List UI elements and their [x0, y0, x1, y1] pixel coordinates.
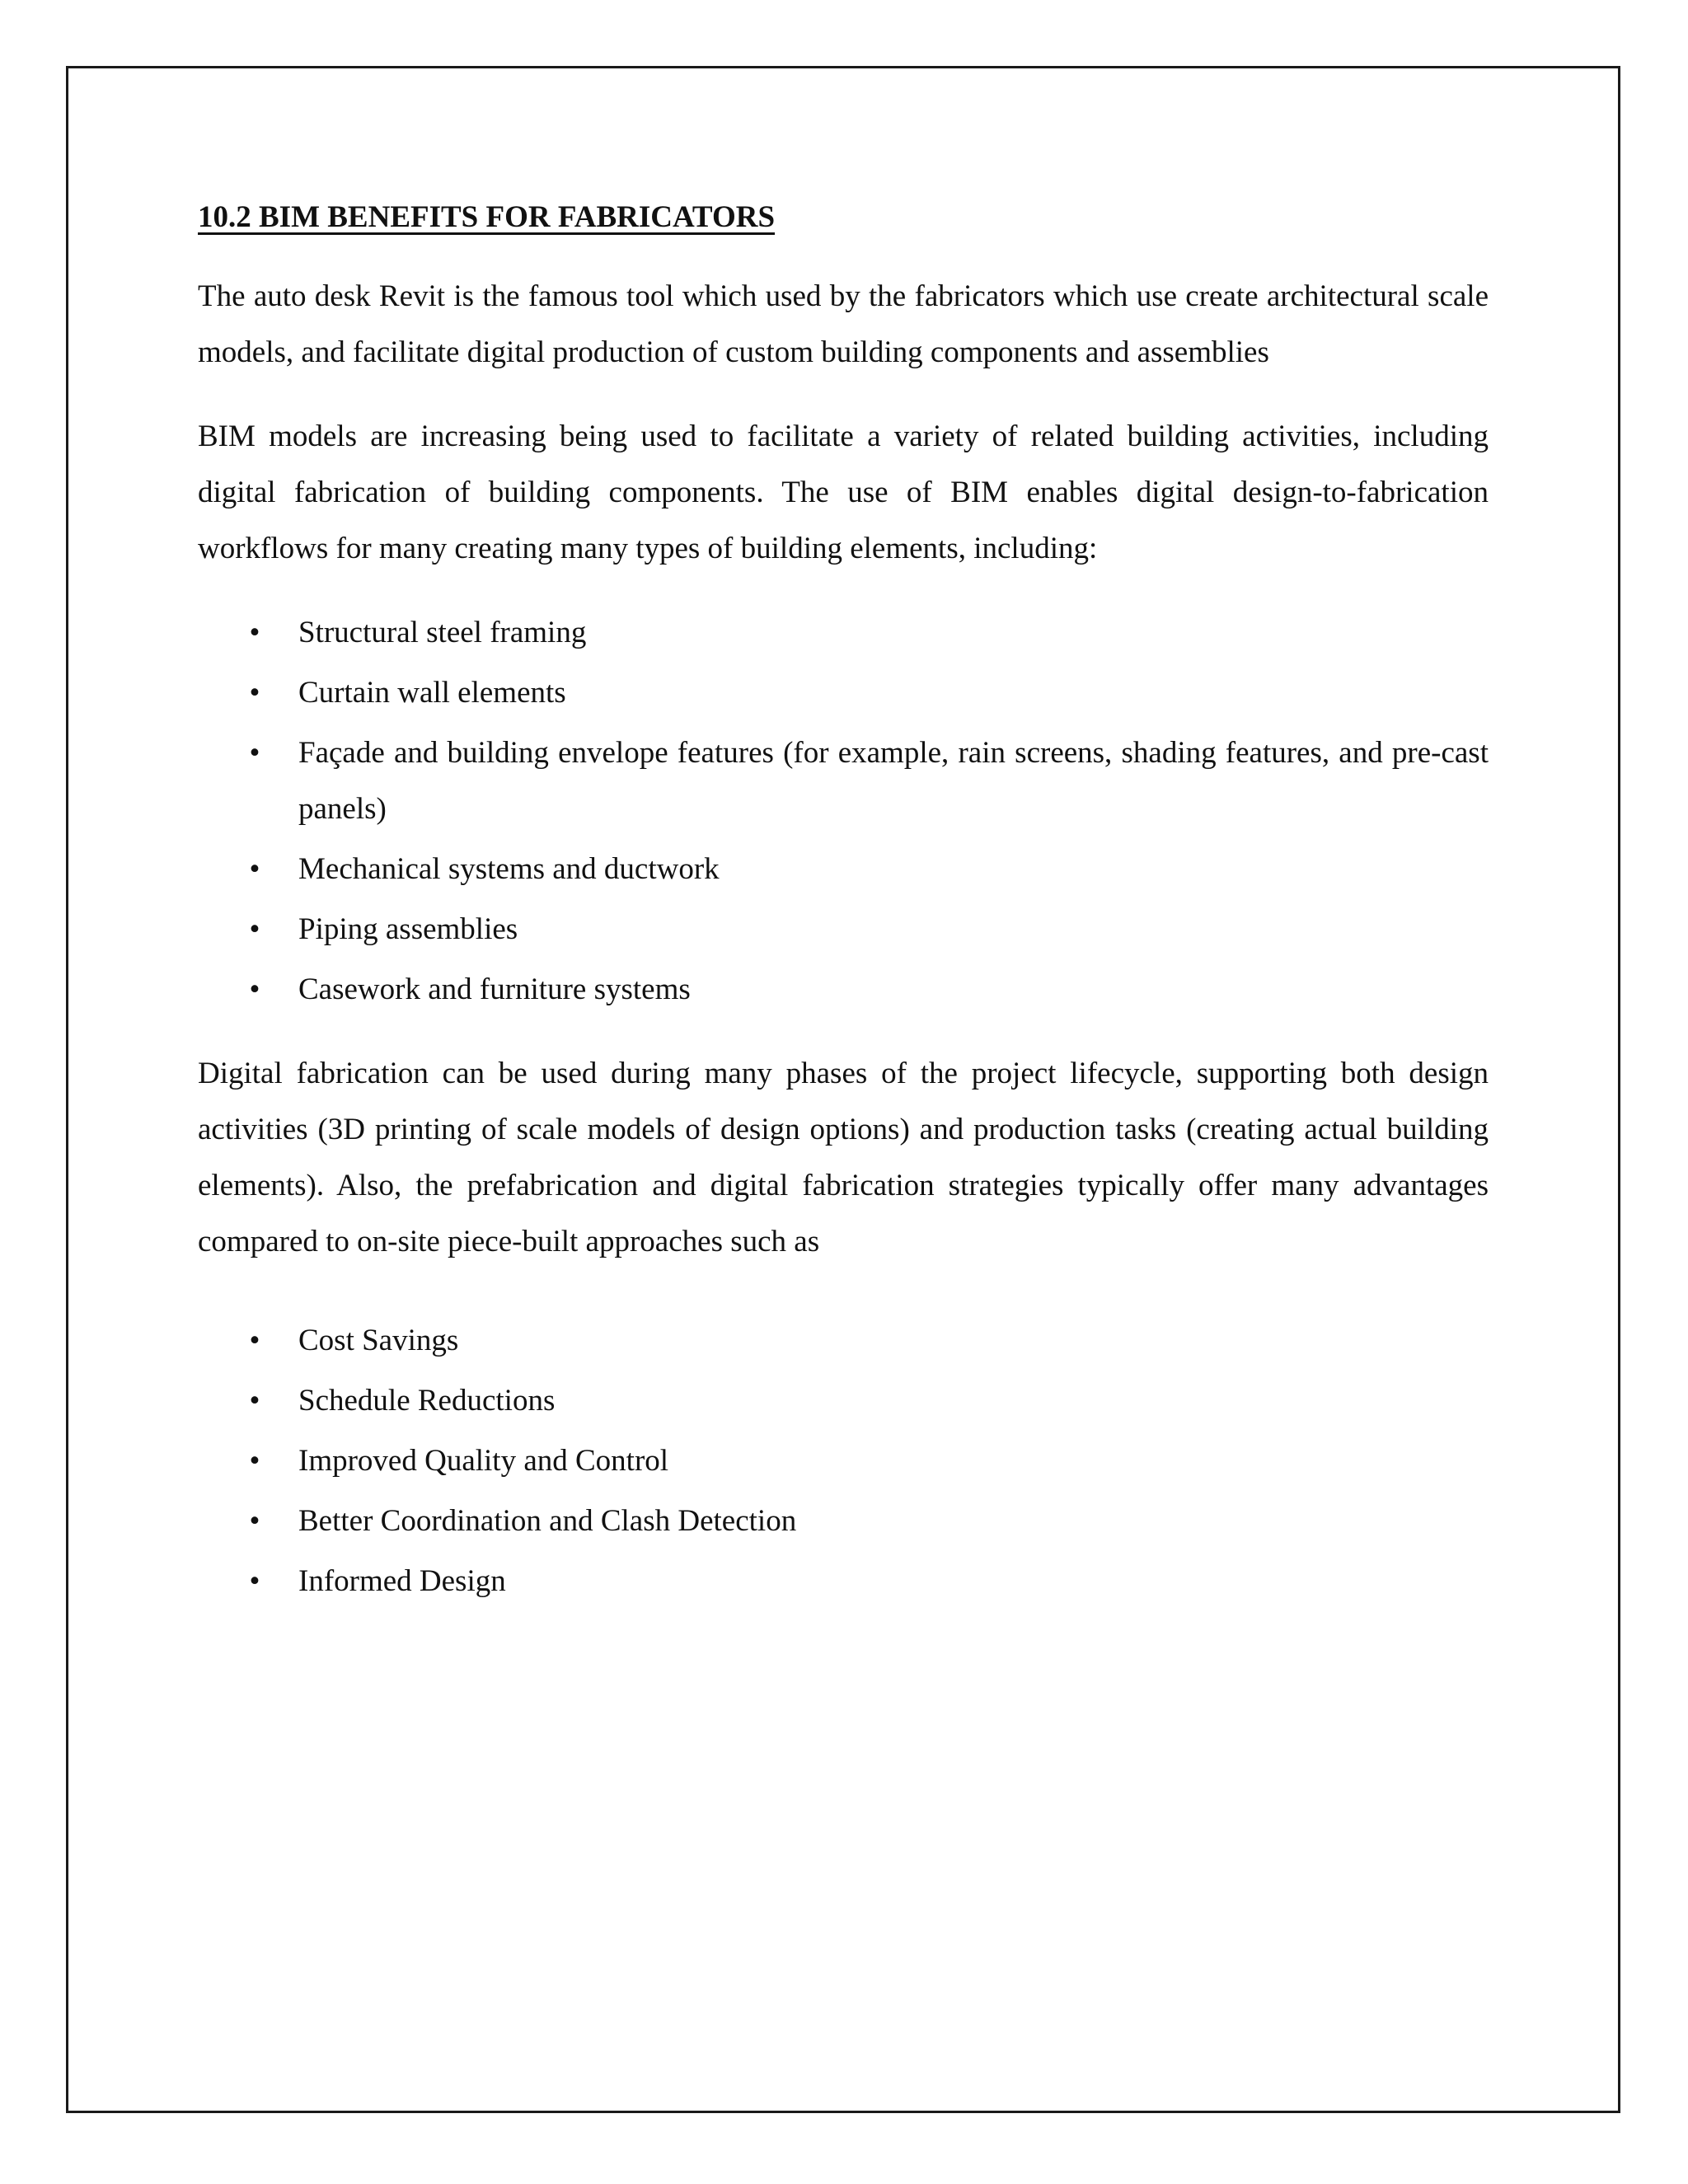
- list-item: [198, 1554, 1489, 1610]
- paragraph-intro: The auto desk Revit is the famous tool which used by the fabricators which use create architectural scale models, and facilitate digital production of custom building components and assemblies: [198, 279, 1489, 369]
- bullet-icon: •: [249, 676, 260, 710]
- bullet-icon: •: [249, 616, 260, 649]
- list-item-text: Cost Savings: [298, 1324, 459, 1357]
- list-item: [198, 962, 1489, 1018]
- bullet-icon: •: [249, 972, 260, 1006]
- list-item-text: Structural steel framing: [298, 616, 587, 649]
- paragraph-digital-fabrication: Digital fabrication can be used during many phases of the project lifecycle, supporting both design activities (3D printing of scale models of design options) and production tasks (creating actual building elements). Also, the prefabrication and digital fabrication strategies typically offer many advantages compared to on-site piece-built approaches such as: [198, 1057, 1489, 1258]
- list-item-text: Improved Quality and Control: [298, 1444, 669, 1478]
- building-elements-list: [198, 605, 1489, 1018]
- list-item-text: Façade and building envelope features (for example, rain screens, shading features, and pre-cast panels): [298, 736, 1489, 826]
- section-heading: 10.2 BIM BENEFITS FOR FABRICATORS: [198, 200, 776, 234]
- list-item: [198, 841, 1489, 898]
- bullet-icon: •: [249, 852, 260, 886]
- bullet-icon: •: [249, 1504, 260, 1538]
- paragraph-bim-models: BIM models are increasing being used to facilitate a variety of related building activities, including digital fabrication of building components. The use of BIM enables digital design-to-fabrication workflows for many creating many types of building elements, including:: [198, 419, 1489, 565]
- bullet-icon: •: [249, 1324, 260, 1357]
- list-item: [198, 665, 1489, 721]
- advantages-list: [198, 1313, 1489, 1610]
- list-item: [198, 605, 1489, 661]
- bullet-icon: •: [249, 1444, 260, 1478]
- bullet-icon: •: [249, 736, 260, 770]
- bullet-icon: •: [249, 1564, 260, 1598]
- list-item: [198, 725, 1489, 837]
- list-item-text: Better Coordination and Clash Detection: [298, 1504, 797, 1538]
- list-item: [198, 1313, 1489, 1369]
- list-item-text: Schedule Reductions: [298, 1384, 556, 1418]
- list-item-text: Casework and furniture systems: [298, 972, 691, 1006]
- list-item: [198, 1373, 1489, 1429]
- list-item-text: Curtain wall elements: [298, 676, 566, 710]
- list-item-text: Mechanical systems and ductwork: [298, 852, 720, 886]
- list-item-text: Piping assemblies: [298, 912, 518, 946]
- bullet-icon: •: [249, 912, 260, 946]
- document-body: [198, 194, 1489, 1638]
- list-item-text: Informed Design: [298, 1564, 506, 1598]
- list-item: [198, 1493, 1489, 1549]
- list-item: [198, 1433, 1489, 1489]
- bullet-icon: •: [249, 1384, 260, 1418]
- list-item: [198, 902, 1489, 958]
